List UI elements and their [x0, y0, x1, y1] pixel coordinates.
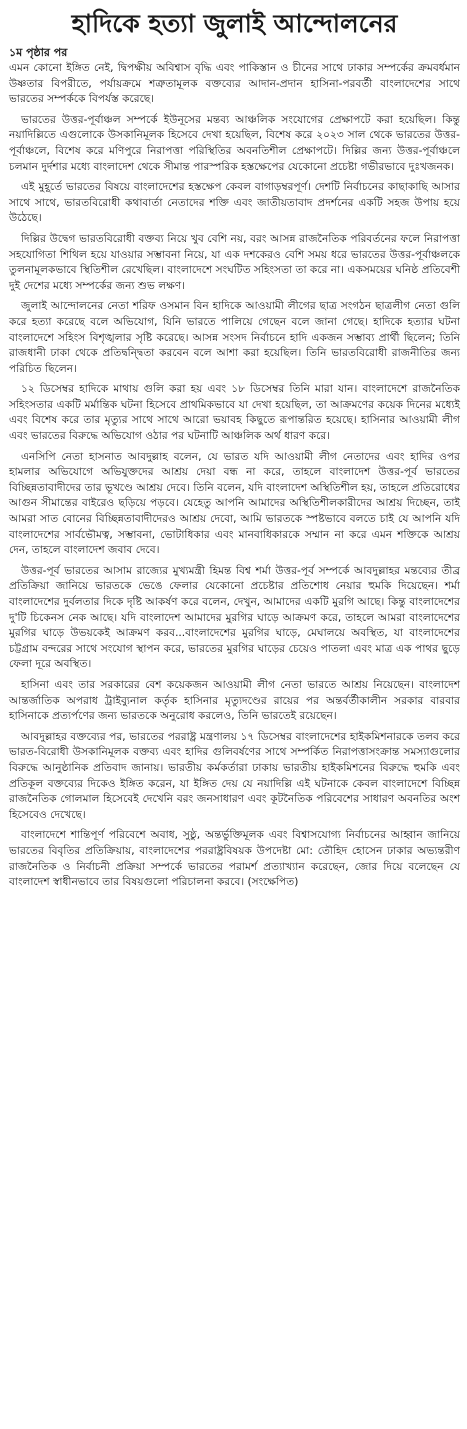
article-paragraph: এই মুহূর্তে ভারতের বিষয়ে বাংলাদেশের হস্তক্ষেপ কেবল বাগাড়ম্বরপূর্ণ। দেশটি নির্বাচনের কাছাকাছি আসার সাথে সাথে, ভারতবিরোধী কথাবার্তা নেতাদের শক্তি এবং জাতীয়তাবাদ প্রদর্শনের একটি সহজ উপায় হয়ে উঠেছে।: [9, 181, 460, 225]
article-paragraph: দিল্লির উদ্বেগ ভারতবিরোধী বক্তব্য নিয়ে খুব বেশি নয়, বরং আসন্ন রাজনৈতিক পরিবর্তনের ফলে নিরাপত্তা সহযোগিতা শিথিল হয়ে যাওয়ার সম্ভাবনা নিয়ে, যা এক দশকেরও বেশি সময় ধরে ভারতের উত্তর-পূর্বাঞ্চলকে তুলনামূলকভাবে স্থিতিশীল রেখেছিল। বাংলাদেশে সংঘটিত সহিংসতা তা করে না। একসময়ের ঘনিষ্ঠ প্রতিবেশী দুই দেশের মধ্যে সম্পর্কের জন্য শুভ লক্ষণ।: [9, 232, 460, 292]
article-body: [9, 61, 460, 891]
article-paragraph: আবদুল্লাহর বক্তব্যের পর, ভারতের পররাষ্ট্র মন্ত্রণালয় ১৭ ডিসেম্বর বাংলাদেশের হাইকমিশনারকে তলব করে ভারত-বিরোধী উসকানিমূলক বক্তব্য এবং হাদির গুলিবর্ষণের সাথে সম্পর্কিত নিরাপত্তাসংক্রান্ত সমস্যাগুলোর বিরুদ্ধে আনুষ্ঠানিক প্রতিবাদ জানায়। ভারতীয় কর্মকর্তারা ঢাকায় ভারতীয় হাইকমিশনের বিরুদ্ধে হুমকি এবং প্রতিকূল বক্তব্যের দিকেও ইঙ্গিত করেন, যা ইঙ্গিত দেয় যে নয়াদিল্লি এই ঘটনাকে কেবল বাংলাদেশে বিচ্ছিন্ন রাজনৈতিক গোলমাল হিসেবেই দেখেনি বরং জনসাধারণ এবং কূটনৈতিক পরিবেশের সাধারণ অবনতির অংশ হিসেবেও দেখেছে।: [9, 730, 460, 821]
article-paragraph: এমন কোনো ইঙ্গিত নেই, দ্বিপক্ষীয় অবিশ্বাস বৃদ্ধি এবং পাকিস্তান ও চীনের সাথে ঢাকার সম্পর্কের ক্রমবর্ধমান উষ্ণতার বিপরীতে, পর্যায়ক্রমে শত্রুতামূলক বক্তব্যের আদান-প্রদান হাসিনা-পরবর্তী বাংলাদেশের সাথে ভারতের সম্পর্ককে বিপর্যস্ত করেছে।: [9, 62, 460, 106]
article-paragraph: এনসিপি নেতা হাসনাত আবদুল্লাহ বলেন, যে ভারত যদি আওয়ামী লীগ নেতাদের এবং হাদির ওপর হামলার অভিযোগে অভিযুক্তদের আশ্রয় দেয়া বন্ধ না করে, তাহলে বাংলাদেশ উত্তর-পূর্ব ভারতের বিচ্ছিন্নতাবাদীদের তার ভূখণ্ডে আশ্রয় দেবে। তিনি বলেন, যদি বাংলাদেশ অস্থিতিশীল হয়, তাহলে প্রতিরোধের আগুন সীমান্তের বাইরেও ছড়িয়ে পড়বে। যেহেতু আপনি আমাদের অস্থিতিশীলকারীদের আশ্রয় দিচ্ছেন, তাই আমরা সাত বোনের বিচ্ছিন্নতাবাদীদেরও আশ্রয় দেবো, আমি ভারতকে স্পষ্টভাবে বলতে চাই যে আপনি যদি বাংলাদেশের সার্বভৌমত্ব, সম্ভাবনা, ভোটাধিকার এবং মানবাধিকারকে সম্মান না করে এমন শক্তিকে আশ্রয় দেন, তাহলে বাংলাদেশ জবাব দেবে।: [9, 450, 460, 557]
article-headline: হাদিকে হত্যা জুলাই আন্দোলনের: [71, 9, 398, 38]
article-paragraph: ১২ ডিসেম্বর হাদিকে মাথায় গুলি করা হয় এবং ১৮ ডিসেম্বর তিনি মারা যান। বাংলাদেশে রাজনৈতিক সহিংসতার একটি মর্মান্তিক ঘটনা হিসেবে প্রাথমিকভাবে যা দেখা হয়েছিল, তা আক্রমণের কয়েক দিনের মধ্যেই এবং বিশেষ করে তার মৃত্যুর সাথে সাথে আরো ভয়াবহ কিছুতে রূপান্তরিত হয়েছে। হাসিনার আওয়ামী লীগ এবং ভারতের বিরুদ্ধে অভিযোগ ওঠার পর ঘটনাটি আঞ্চলিক অর্থ ধারণ করে।: [9, 383, 460, 443]
article-paragraph: ভারতের উত্তর-পূর্বাঞ্চল সম্পর্কে ইউনূসের মন্তব্য আঞ্চলিক সংযোগের প্রেক্ষাপটে করা হয়েছিল। কিন্তু নয়াদিল্লিতে এগুলোকে উসকানিমূলক হিসেবে দেখা হয়েছিল, বিশেষ করে ২০২৩ সাল থেকে ভারতের উত্তর-পূর্বাঞ্চলে, বিশেষ করে মণিপুরে নিরাপত্তা পরিস্থিতির অবনতিশীল প্রেক্ষাপটে। দিল্লির জন্য উত্তর-পূর্বাঞ্চলে চলমান দুর্দশার মধ্যে বাংলাদেশ থেকে সীমান্ত পারস্পরিক হস্তক্ষেপের যেকোনো প্রচেষ্টা গভীরভাবে দুঃখজনক।: [9, 113, 460, 173]
article-paragraph: বাংলাদেশে শান্তিপূর্ণ পরিবেশে অবাধ, সুষ্ঠু, অন্তর্ভুক্তিমূলক এবং বিশ্বাসযোগ্য নির্বাচনের আহ্বান জানিয়ে ভারতের বিবৃতির প্রতিক্রিয়ায়, বাংলাদেশের পররাষ্ট্রবিষয়ক উপদেষ্টা মো: তৌহিদ হোসেন ঢাকার অভ্যন্তরীণ রাজনৈতিক ও নির্বাচনী প্রক্রিয়া সম্পর্কে ভারতের পরামর্শ প্রত্যাখ্যান করেছেন, জোর দিয়ে বলেছেন যে বাংলাদেশ স্বাধীনভাবে তার বিষয়গুলো পরিচালনা করবে। (সংক্ষেপিত): [9, 829, 460, 889]
continued-from-label: ১ম পৃষ্ঠার পর: [9, 46, 68, 59]
article-paragraph: উত্তর-পূর্ব ভারতের আসাম রাজ্যের মুখ্যমন্ত্রী হিমন্ত বিশ্ব শর্মা উত্তর-পূর্ব সম্পর্কে আবদুল্লাহর মন্তব্যের তীব্র প্রতিক্রিয়া জানিয়ে ভারতকে ভেঙে ফেলার যেকোনো প্রচেষ্টার প্রতিশোধ নেয়ার হুমকি দিয়েছেন। শর্মা বাংলাদেশের দুর্বলতার দিকে দৃষ্টি আকর্ষণ করে বলেন, দেখুন, আমাদের একটি মুরগি আছে। কিন্তু বাংলাদেশের দু'টি চিকেনস নেক আছে। যদি বাংলাদেশ আমাদের মুরগির ঘাড়ে আক্রমণ করে, তাহলে আমরা বাংলাদেশের মুরগির ঘাড়ে উভয়কেই আক্রমণ করব...বাংলাদেশের মুরগির ঘাড়ে, মেঘালয়ে অবস্থিত, যা বাংলাদেশের চট্টগ্রাম বন্দরের সাথে সংযোগ স্থাপন করে, ভারতের মুরগির ঘাড়ের চেয়েও পাতলা এবং মাত্র এক পাথর ছুড়ে ফেলা দূরে অবস্থিত।: [9, 564, 460, 671]
article-paragraph: জুলাই আন্দোলনের নেতা শরিফ ওসমান বিন হাদিকে আওয়ামী লীগের ছাত্র সংগঠন ছাত্রলীগ নেতা গুলি করে হত্যা করেছে বলে অভিযোগ, যিনি ভারতে পালিয়ে গেছেন বলে জানা গেছে। হাদিকে হত্যার ঘটনা বাংলাদেশে সহিংস বিশৃঙ্খলার সৃষ্টি করেছে। আসন্ন সংসদ নির্বাচনে হাদি একজন সম্ভাব্য প্রার্থী ছিলেন; তিনি রাজধানী ঢাকা থেকে প্রতিদ্বন্দ্বিতা করবেন বলে আশা করা হয়েছিল। তিনি ভারতবিরোধী রাজনীতির জন্য পরিচিত ছিলেন।: [9, 300, 460, 375]
article-paragraph: হাসিনা এবং তার সরকারের বেশ কয়েকজন আওয়ামী লীগ নেতা ভারতে আশ্রয় নিয়েছেন। বাংলাদেশ আন্তর্জাতিক অপরাধ ট্রাইব্যুনাল কর্তৃক হাসিনার মৃত্যুদণ্ডের রায়ের পর অন্তর্বর্তীকালীন সরকার বারবার হাসিনাকে প্রত্যর্পণের জন্য ভারতকে অনুরোধ করলেও, তিনি ভারতেই রয়েছেন।: [9, 678, 460, 723]
